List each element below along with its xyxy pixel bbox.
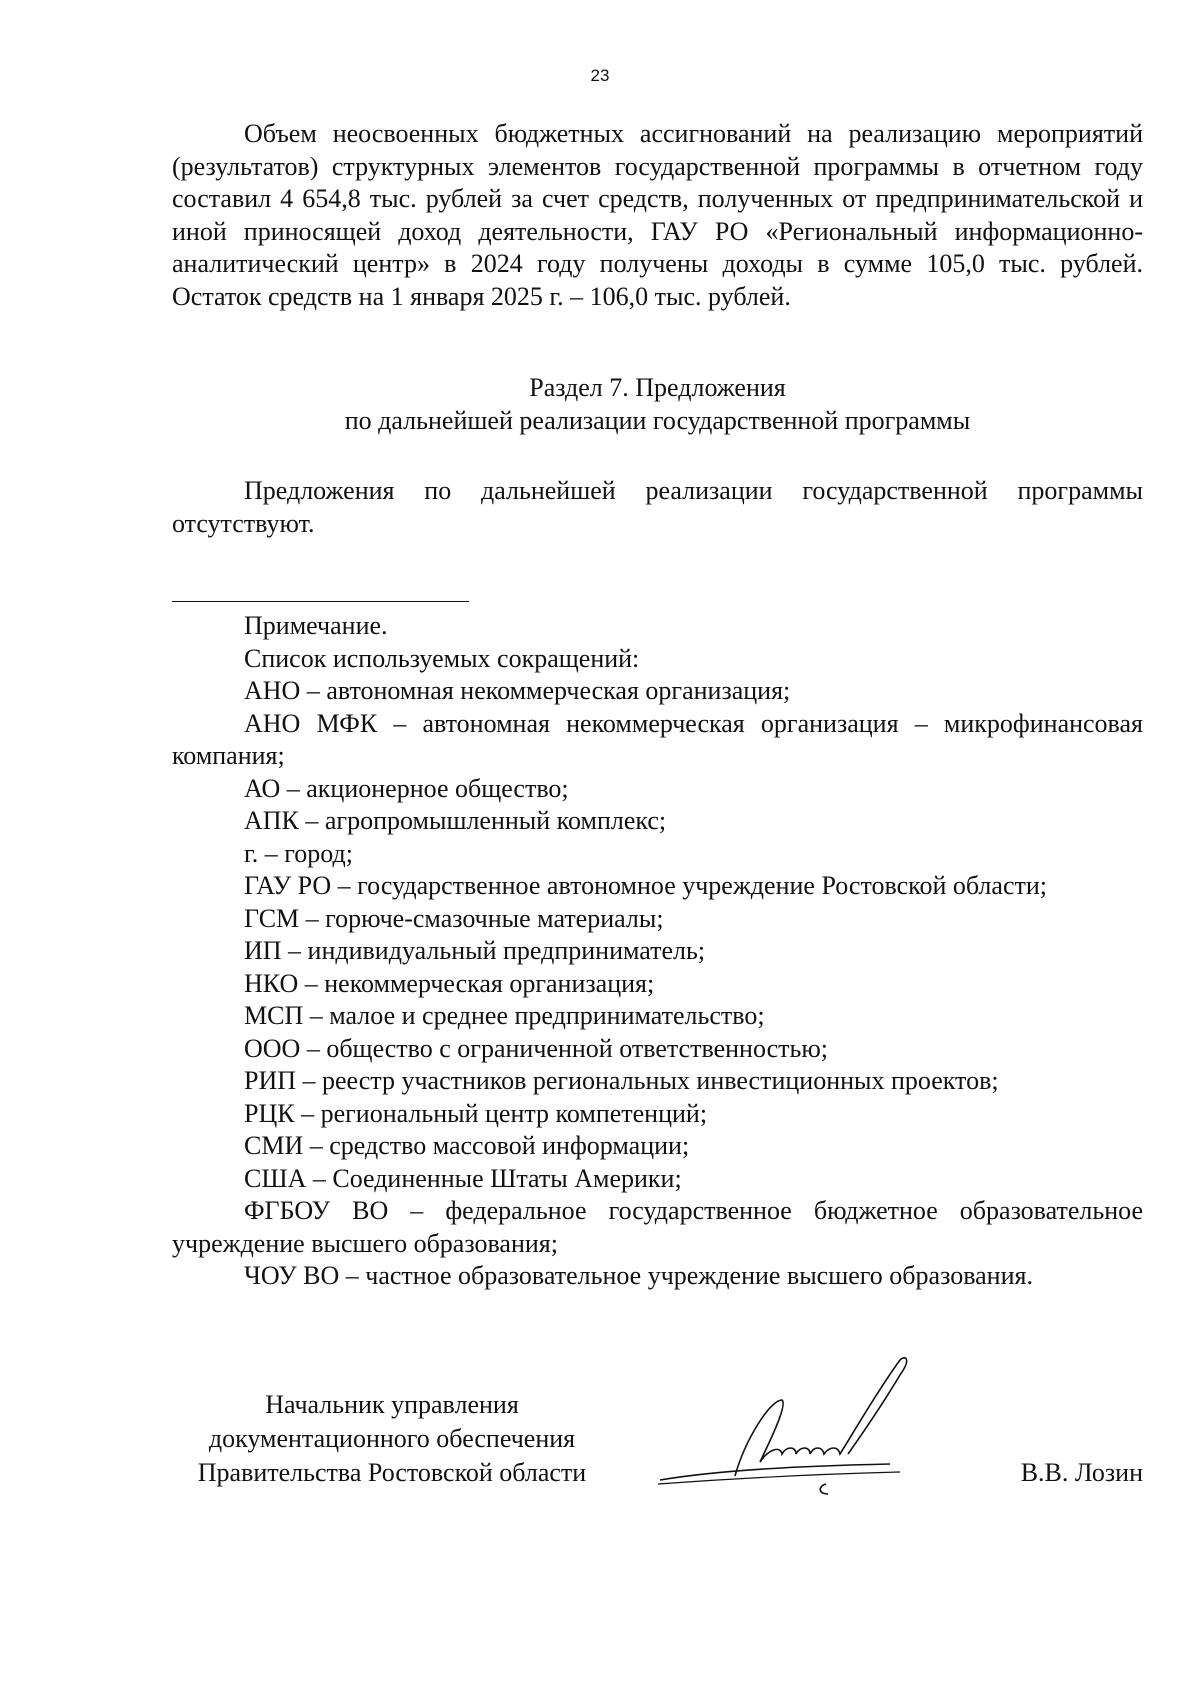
note-list-title: Список используемых сокращений: [244,643,640,673]
signatory-name: В.В. Лозин [1020,1458,1143,1487]
abbr-item: СМИ – средство массовой информации; [244,1131,690,1160]
page-number: 23 [590,66,610,85]
position-line-2: документационного обеспечения [208,1424,576,1453]
handwritten-signature [650,1350,980,1510]
section-title-line-2: по дальнейшей реализации государственной программы [344,405,971,435]
abbreviations-note [172,610,1143,1293]
note-heading: Примечание. [244,611,388,640]
abbr-item: г. – город; [244,838,353,868]
footnote-divider [172,601,469,602]
abbr-item: АПК – агропромышленный комплекс; [244,806,667,835]
abbr-item: НКО – некоммерческая организация; [244,968,655,998]
abbr-item: РЦК – региональный центр компетенций; [244,1098,708,1128]
abbr-item: АНО МФК – автономная некоммерческая организация – микрофинансовая компания; [172,708,1143,770]
position-line-3: Правительства Ростовской области [197,1458,587,1487]
section-heading [172,372,1143,437]
abbr-item: ГСМ – горюче-смазочные материалы; [244,903,664,933]
abbr-item: ООО – общество с ограниченной ответственностью; [244,1033,829,1063]
paragraph-proposals: Предложения по дальнейшей реализации государственной программы отсутствуют. [172,476,1143,538]
abbr-item: АО – акционерное общество; [244,773,569,803]
abbr-item: США – Соединенные Штаты Америки; [244,1163,682,1193]
signatory-position [172,1388,612,1490]
abbr-item: ГАУ РО – государственное автономное учреждение Ростовской области; [244,871,1047,900]
position-line-1: Начальник управления [265,1390,519,1419]
abbr-item: АНО – автономная некоммерческая организация; [244,676,791,705]
proposals-block [172,475,1143,540]
abbr-item: ФГБОУ ВО – федеральное государственное бюджетное образовательное учреждение высшего образования; [172,1196,1143,1258]
paragraph-budget: Объем неосвоенных бюджетных ассигнований на реализацию мероприятий (результатов) структурных элементов государственной программы в отчетном году составил 4 654,8 тыс. рублей за счет средств, полученных от предпринимательской и иной приносящей доход деятельности, ГАУ РО «Региональный информационно-аналитический центр» в 2024 году получены доходы в сумме 105,0 тыс. рублей. Остаток средств на 1 января 2025 г. – 106,0 тыс. рублей. [172,119,1143,311]
abbr-item: РИП – реестр участников региональных инвестиционных проектов; [244,1066,999,1095]
abbr-item: ЧОУ ВО – частное образовательное учреждение высшего образования. [244,1261,1033,1290]
abbr-item: МСП – малое и среднее предпринимательство; [244,1001,765,1030]
body-text [172,118,1143,313]
section-title-line-1: Раздел 7. Предложения [529,373,786,402]
abbr-item: ИП – индивидуальный предприниматель; [244,936,706,965]
